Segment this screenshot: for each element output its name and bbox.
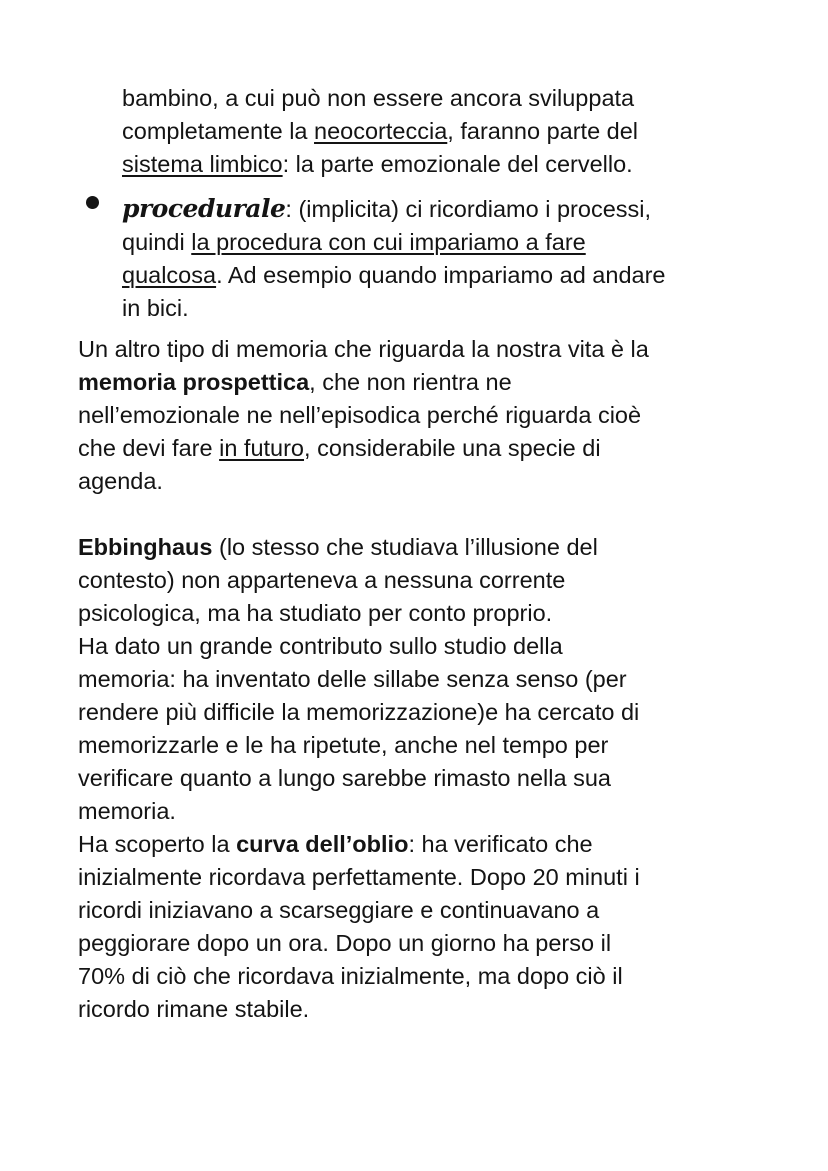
paragraph-memoria-prospettica [78, 333, 768, 498]
text-line: agenda. [78, 468, 163, 494]
text-line: in bici. [122, 295, 189, 321]
underlined-term-sistema-limbico: sistema limbico [122, 151, 283, 177]
text-line: memoria. [78, 798, 176, 824]
text-line: sistema limbico: la parte emozionale del cervello. [122, 151, 633, 177]
text-line: nell’emozionale ne nell’episodica perché riguarda cioè [78, 402, 642, 428]
underlined-term-neocorteccia: neocorteccia [314, 118, 448, 144]
text-line: completamente la neocorteccia, faranno parte del [122, 118, 639, 144]
bullet-dot [86, 196, 99, 209]
text-line: Un altro tipo di memoria che riguarda la nostra vita è la [78, 336, 649, 362]
text-line: memoria: ha inventato delle sillabe senza senso (per [78, 666, 627, 692]
paragraph-ebbinghaus [78, 531, 768, 1026]
term-procedurale: procedurale [122, 194, 286, 223]
paragraph-limbic [122, 82, 762, 181]
text-line: Ha scoperto la curva dell’oblio: ha verificato che [78, 831, 593, 857]
text-line: inizialmente ricordava perfettamente. Dopo 20 minuti i [78, 864, 640, 890]
text-line: Ha dato un grande contributo sullo studio della [78, 633, 563, 659]
text-line: peggiorare dopo un ora. Dopo un giorno ha perso il [78, 930, 612, 956]
underlined-word-qualcosa: qualcosa [122, 262, 217, 288]
text-line: contesto) non apparteneva a nessuna corrente [78, 567, 566, 593]
text-line: psicologica, ma ha studiato per conto proprio. [78, 600, 553, 626]
paragraph-procedurale [122, 192, 762, 325]
text-line: che devi fare in futuro, considerabile una specie di [78, 435, 601, 461]
bold-term-ebbinghaus: Ebbinghaus [78, 534, 213, 560]
text-line: memorizzarle e le ha ripetute, anche nel tempo per [78, 732, 609, 758]
text-line: ricordi iniziavano a scarseggiare e continuavano a [78, 897, 600, 923]
underlined-phrase: la procedura con cui impariamo a fare [191, 229, 586, 255]
text-line: Ebbinghaus (lo stesso che studiava l’illusione del [78, 534, 598, 560]
text-line: bambino, a cui può non essere ancora sviluppata [122, 85, 635, 111]
bold-term-curva-oblio: curva dell’oblio [236, 831, 409, 857]
text-line: memoria prospettica, che non rientra ne [78, 369, 512, 395]
bold-term-memoria-prospettica: memoria prospettica [78, 369, 310, 395]
underlined-term-in-futuro: in futuro [219, 435, 305, 461]
text-line: verificare quanto a lungo sarebbe rimasto nella sua [78, 765, 611, 791]
text-line: qualcosa. Ad esempio quando impariamo ad andare [122, 262, 666, 288]
text-line: 70% di ciò che ricordava inizialmente, ma dopo ciò il [78, 963, 623, 989]
text-line: rendere più difficile la memorizzazione)e ha cercato di [78, 699, 640, 725]
text-line: quindi la procedura con cui impariamo a fare [122, 229, 586, 255]
text-line: procedurale: (implicita) ci ricordiamo i processi, [122, 194, 652, 223]
text-line: ricordo rimane stabile. [78, 996, 310, 1022]
